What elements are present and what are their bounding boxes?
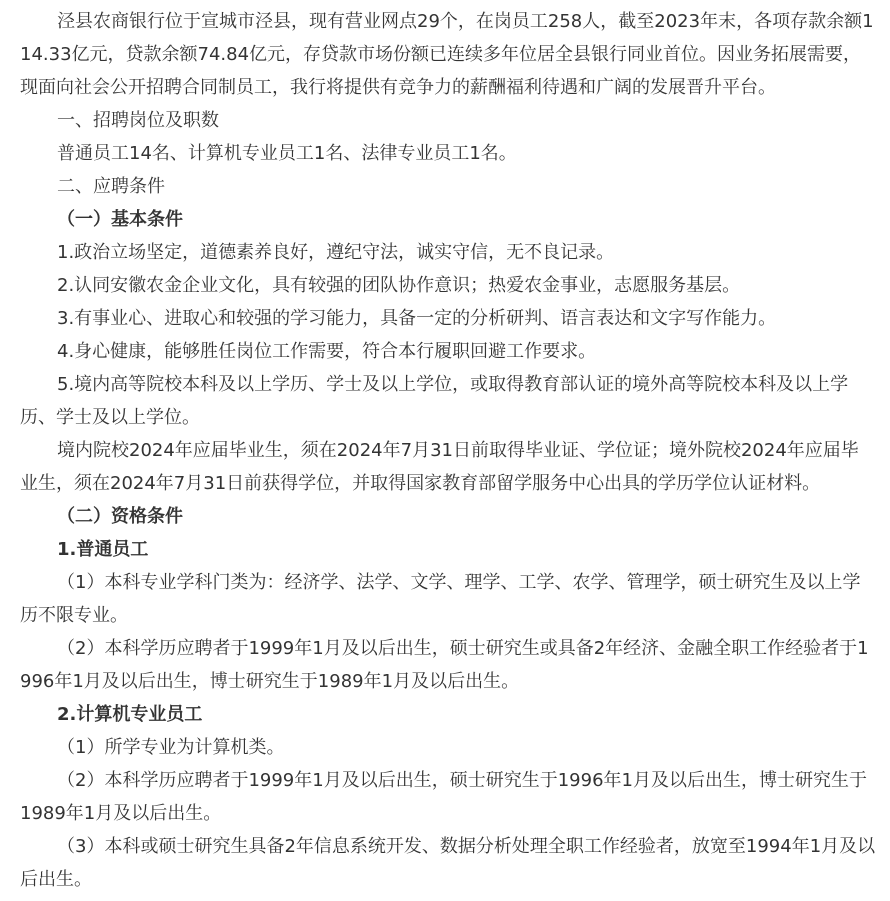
computer-item: （3）本科或硕士研究生具备2年信息系统开发、数据分析处理全职工作经验者，放宽至1994年1月及以后出生。 (20, 836, 876, 890)
section1-text: 普通员工14名、计算机专业员工1名、法律专业员工1名。 (57, 143, 517, 164)
basic-item: 4.身心健康，能够胜任岗位工作需要，符合本行履职回避工作要求。 (57, 341, 597, 362)
section1-heading: 一、招聘岗位及职数 (57, 110, 219, 131)
computer-staff-heading: 2.计算机专业员工 (57, 704, 203, 725)
computer-item: （2）本科学历应聘者于1999年1月及以后出生，硕士研究生于1996年1月及以后出生，博士研究生于1989年1月及以后出生。 (20, 770, 867, 824)
basic-item: 3.有事业心、进取心和较强的学习能力，具备一定的分析研判、语言表达和文字写作能力。 (57, 308, 777, 329)
basic-conditions-heading: （一）基本条件 (57, 209, 183, 230)
basic-item: 5.境内高等院校本科及以上学历、学士及以上学位，或取得教育部认证的境外高等院校本科及以上学历、学士及以上学位。 (20, 374, 849, 428)
basic-item: 2.认同安徽农金企业文化，具有较强的团队协作意识；热爱农金事业，志愿服务基层。 (57, 275, 741, 296)
computer-item: （1）所学专业为计算机类。 (57, 737, 285, 758)
section2-heading: 二、应聘条件 (57, 176, 165, 197)
general-item: （1）本科专业学科门类为：经济学、法学、文学、理学、工学、农学、管理学，硕士研究生及以上学历不限专业。 (20, 572, 861, 626)
intro-paragraph: 泾县农商银行位于宣城市泾县，现有营业网点29个，在岗员工258人，截至2023年末，各项存款余额114.33亿元，贷款余额74.84亿元，存贷款市场份额已连续多年位居全县银行同业首位。因业务拓展需要，现面向社会公开招聘合同制员工，我行将提供有竞争力的薪酬福利待遇和广阔的发展晋升平台。 (20, 11, 874, 98)
qualification-heading: （二）资格条件 (57, 506, 183, 527)
general-item: （2）本科学历应聘者于1999年1月及以后出生，硕士研究生或具备2年经济、金融全职工作经验者于1996年1月及以后出生，博士研究生于1989年1月及以后出生。 (20, 638, 869, 692)
basic-item: 1.政治立场坚定，道德素养良好，遵纪守法，诚实守信，无不良记录。 (57, 242, 615, 263)
general-staff-heading: 1.普通员工 (57, 539, 149, 560)
graduate-note: 境内院校2024年应届毕业生，须在2024年7月31日前取得毕业证、学位证；境外院校2024年应届毕业生，须在2024年7月31日前获得学位，并取得国家教育部留学服务中心出具的学历学位认证材料。 (20, 440, 859, 494)
